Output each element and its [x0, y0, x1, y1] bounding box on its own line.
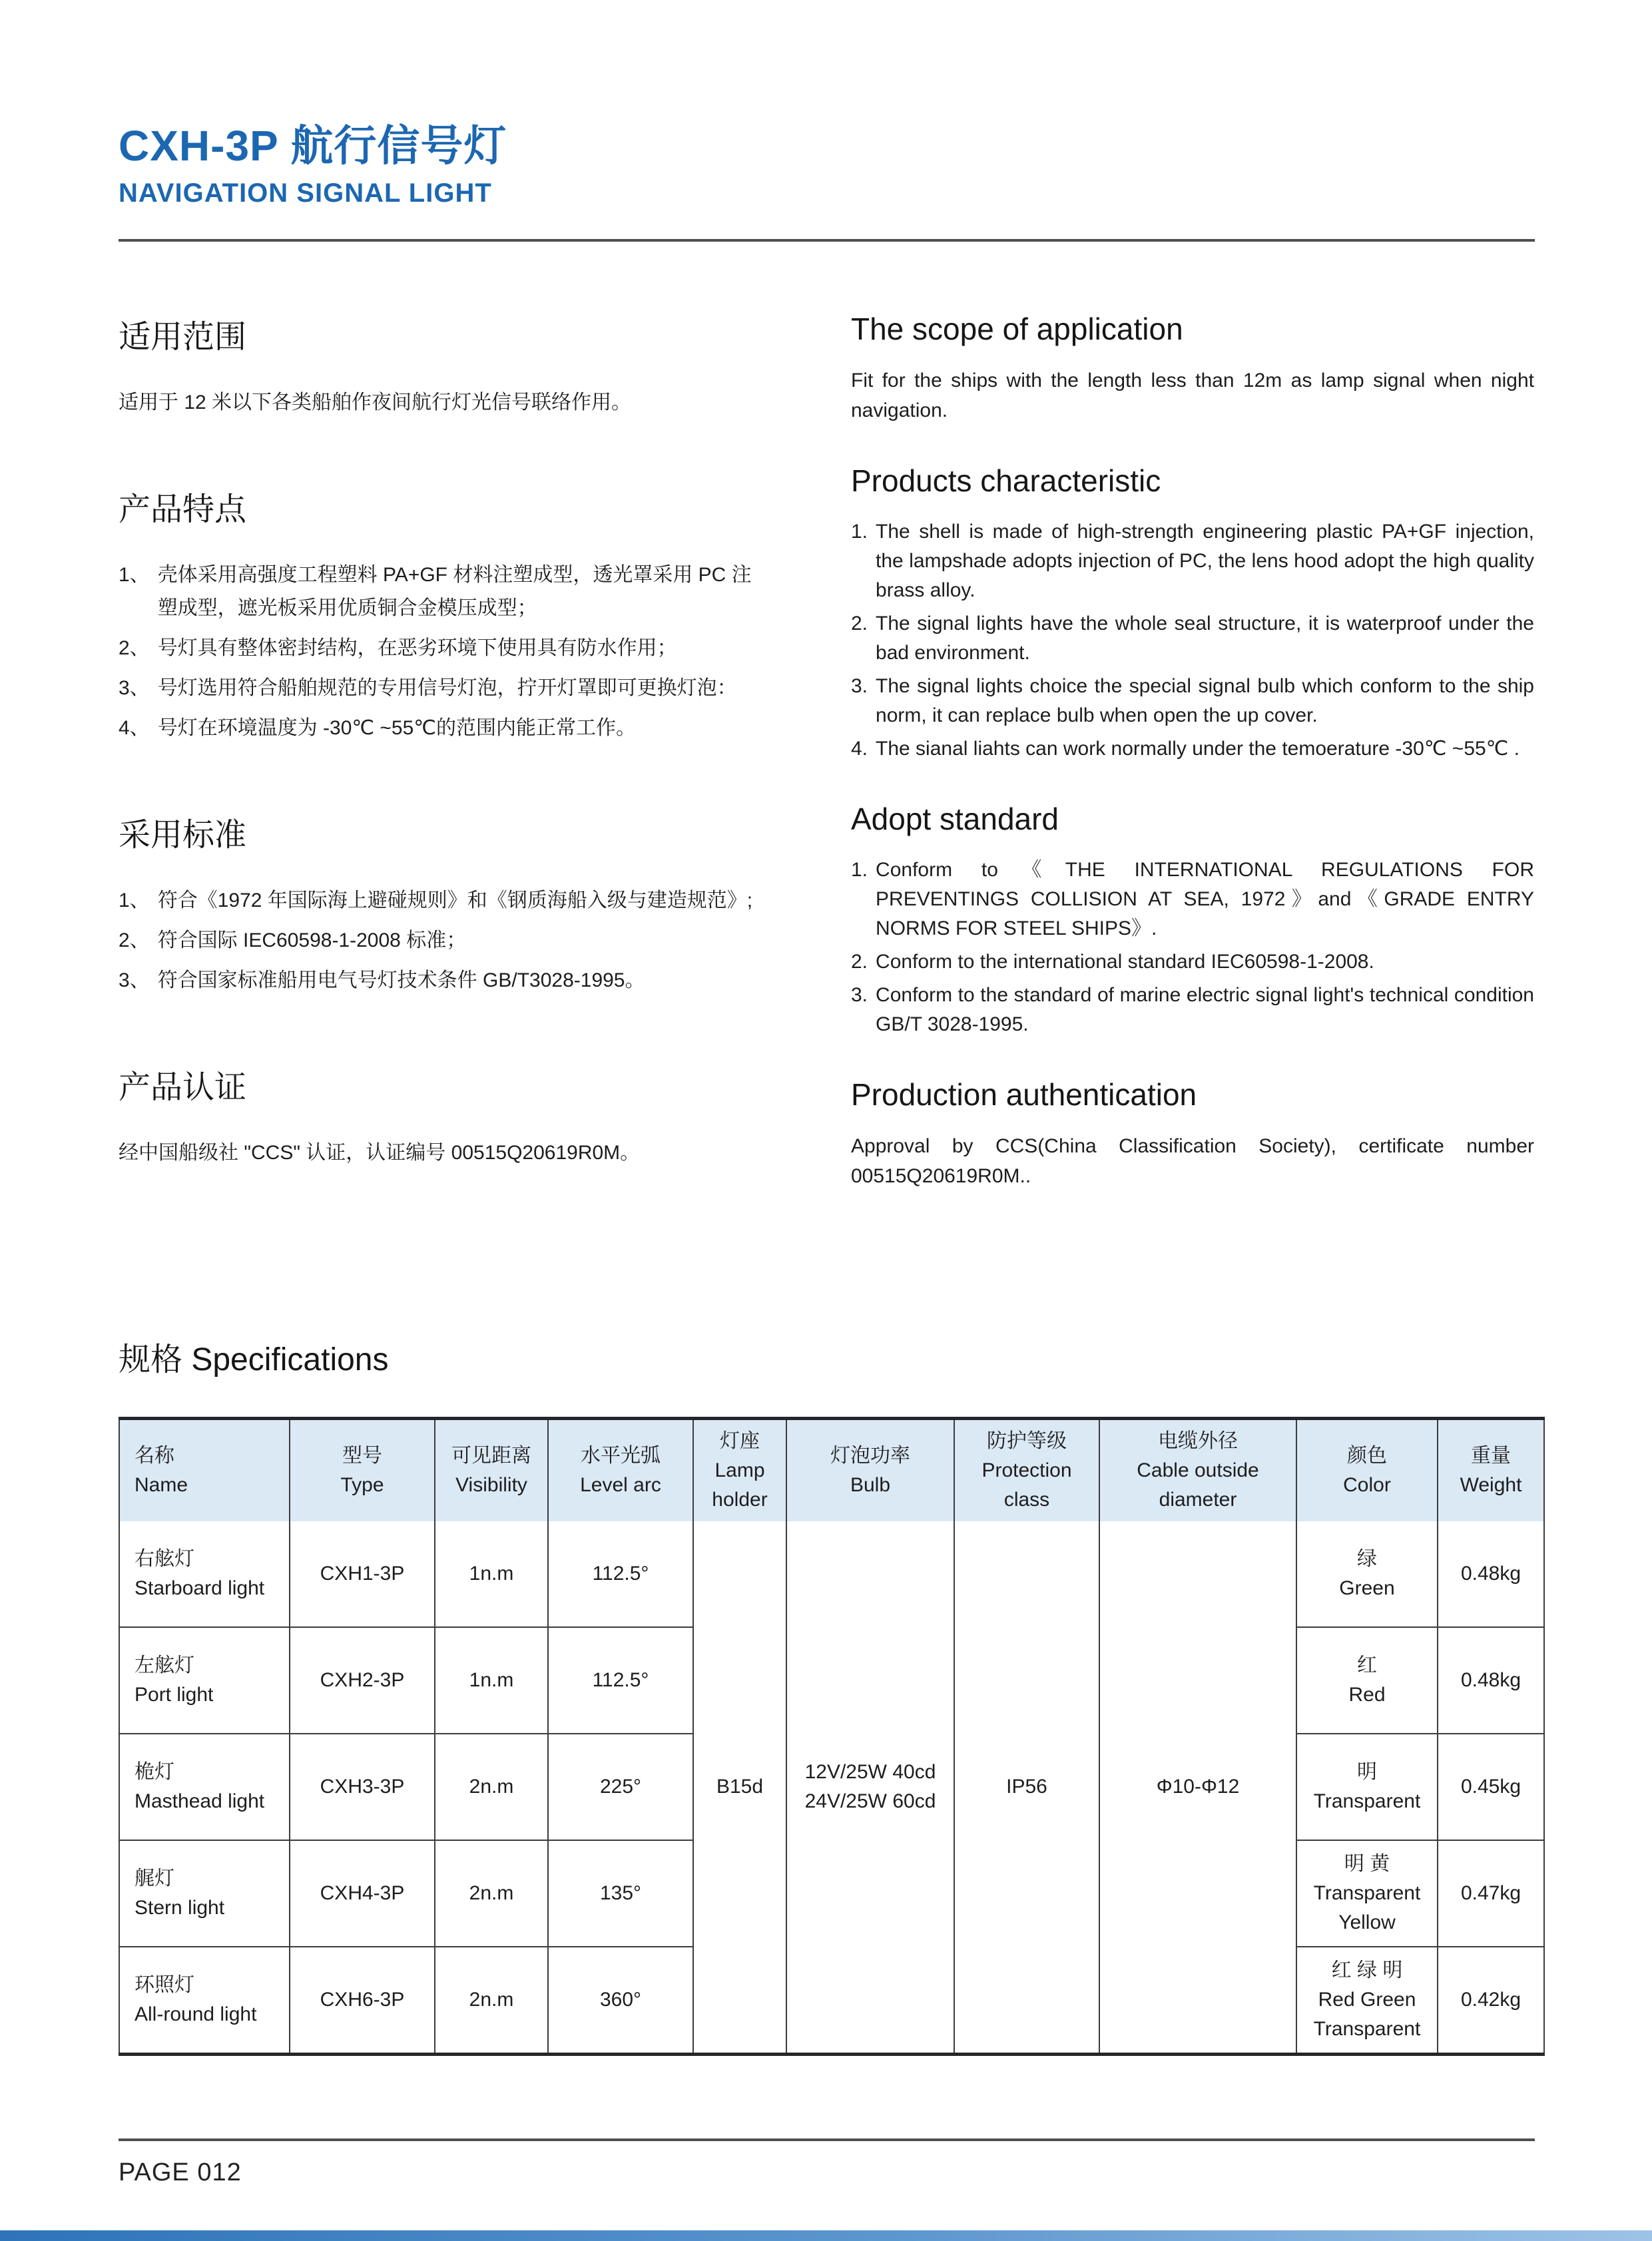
two-column-layout	[119, 311, 1535, 1234]
specifications-section	[119, 1334, 1535, 2056]
list-item	[851, 734, 1534, 764]
cell-visibility: 1n.m	[435, 1627, 548, 1734]
name-zh: 右舷灯	[135, 1548, 194, 1570]
item-number: 2、	[119, 929, 150, 951]
list-item	[851, 947, 1534, 977]
bottom-accent-bar	[0, 2230, 1652, 2241]
list-item	[851, 609, 1534, 668]
cell-protection-merged: IP56	[954, 1521, 1099, 2055]
color-line-2: Green	[1339, 1577, 1395, 1599]
cell-weight: 0.42kg	[1438, 1947, 1544, 2055]
header-en: Protection class	[981, 1459, 1072, 1511]
cell-color	[1296, 1947, 1438, 2055]
section-body: 经中国船级社 "CCS" 认证，认证编号 00515Q20619R0M。	[119, 1142, 641, 1164]
color-line-2: Red Green	[1318, 1989, 1416, 2011]
cell-weight: 0.47kg	[1438, 1840, 1544, 1947]
item-text: 号灯在环境温度为 -30℃ ~55℃的范围内能正常工作。	[157, 717, 636, 739]
section-heading: Products characteristic	[851, 463, 1161, 498]
section-heading: Production authentication	[851, 1077, 1197, 1112]
cell-visibility: 2n.m	[435, 1734, 548, 1840]
cell-weight: 0.48kg	[1438, 1521, 1544, 1627]
item-number: 4、	[119, 717, 150, 739]
cell-bulb-merged	[786, 1521, 954, 2055]
item-number: 3.	[851, 675, 868, 697]
name-zh: 环照灯	[135, 1974, 194, 1996]
item-text: 符合国家标准船用电气号灯技术条件 GB/T3028-1995。	[157, 969, 645, 991]
page-number: PAGE 012	[119, 2158, 242, 2186]
standards-list	[119, 884, 768, 997]
cell-name	[119, 1627, 290, 1734]
cell-type: CXH6-3P	[290, 1947, 435, 2055]
header-en: Lamp holder	[712, 1459, 768, 1511]
col-header-type	[290, 1419, 435, 1522]
item-text: 号灯选用符合船舶规范的专用信号灯泡，拧开灯罩即可更换灯泡：	[157, 677, 737, 699]
cell-visibility: 1n.m	[435, 1521, 548, 1627]
page-title: CXH-3P 航行信号灯	[119, 122, 507, 170]
color-line-1: 明 黄	[1344, 1853, 1390, 1875]
section-heading: The scope of application	[851, 312, 1183, 346]
section-features-en	[851, 463, 1534, 764]
name-en: Stern light	[135, 1897, 225, 1919]
col-header-color	[1296, 1419, 1438, 1522]
section-heading: 采用标准	[119, 818, 247, 853]
cell-color	[1296, 1840, 1438, 1947]
specifications-table	[119, 1417, 1545, 2056]
header-en: Level arc	[580, 1474, 661, 1496]
header-en: Cable outside diameter	[1137, 1459, 1259, 1511]
specifications-heading: 规格 Specifications	[119, 1342, 389, 1377]
color-line-2: Transparent	[1313, 1882, 1421, 1904]
cell-weight: 0.45kg	[1438, 1734, 1544, 1840]
item-text: The signal lights choice the special signal bulb which conform to the ship norm, it can replace bulb when open the up cover.	[876, 675, 1534, 726]
bulb-line-2: 24V/25W 60cd	[804, 1790, 936, 1812]
name-zh: 艉灯	[135, 1868, 174, 1889]
cell-color	[1296, 1627, 1438, 1734]
item-number: 2.	[851, 951, 868, 973]
item-number: 1、	[119, 564, 150, 586]
item-number: 1.	[851, 521, 868, 543]
color-line-3: Transparent	[1313, 2018, 1421, 2040]
section-standards-zh	[119, 809, 768, 997]
item-text: 号灯具有整体密封结构，在恶劣环境下使用具有防水作用；	[157, 637, 677, 659]
cell-level-arc: 225°	[548, 1734, 693, 1840]
section-certification-zh	[119, 1061, 768, 1170]
header-zh: 名称	[135, 1445, 174, 1467]
header-zh: 型号	[342, 1445, 382, 1467]
item-text: Conform to the standard of marine electric signal light's technical condition GB/T 3028-1995.	[876, 984, 1534, 1035]
name-en: Port light	[135, 1684, 214, 1706]
section-scope-en	[851, 311, 1534, 425]
color-line-1: 明	[1357, 1761, 1377, 1783]
item-text: The shell is made of high-strength engineering plastic PA+GF injection, the lampshade adopts injection of PC, the lens hood adopt the high quality brass alloy.	[876, 521, 1534, 601]
page-footer	[119, 2138, 1535, 2187]
list-item	[119, 632, 768, 665]
item-number: 3、	[119, 677, 150, 699]
item-text: Conform to the international standard IEC60598-1-2008.	[876, 951, 1374, 973]
color-line-2: Transparent	[1313, 1790, 1421, 1812]
cell-level-arc: 135°	[548, 1840, 693, 1947]
section-authentication-en	[851, 1077, 1534, 1191]
item-number: 4.	[851, 738, 868, 760]
name-en: Masthead light	[135, 1790, 265, 1812]
page-subtitle: NAVIGATION SIGNAL LIGHT	[119, 178, 492, 208]
feature-list	[851, 517, 1534, 764]
cell-type: CXH1-3P	[290, 1521, 435, 1627]
col-header-lamp-holder	[693, 1419, 786, 1522]
list-item	[851, 517, 1534, 605]
list-item	[851, 672, 1534, 730]
col-header-protection-class	[954, 1419, 1099, 1522]
item-text: The signal lights have the whole seal structure, it is waterproof under the bad environment.	[876, 613, 1534, 664]
item-number: 1.	[851, 859, 868, 881]
header-en: Visibility	[455, 1474, 527, 1496]
cell-visibility: 2n.m	[435, 1947, 548, 2055]
table-row-starboard	[119, 1521, 1544, 1627]
column-english	[851, 311, 1534, 1234]
cell-level-arc: 112.5°	[548, 1521, 693, 1627]
item-number: 2、	[119, 637, 150, 659]
item-number: 3、	[119, 969, 150, 991]
header-zh: 灯座	[720, 1430, 760, 1452]
section-heading: 适用范围	[119, 320, 247, 355]
cell-level-arc: 360°	[548, 1947, 693, 2055]
header-zh: 水平光弧	[581, 1445, 661, 1467]
col-header-name	[119, 1419, 290, 1522]
header-zh: 可见距离	[451, 1445, 531, 1467]
item-number: 3.	[851, 984, 868, 1006]
item-text: 符合国际 IEC60598-1-2008 标准；	[157, 929, 467, 951]
item-text: The sianal liahts can work normally under the temoerature -30℃ ~55℃ .	[876, 738, 1520, 760]
name-en: All-round light	[135, 2003, 257, 2025]
color-line-1: 红 绿 明	[1331, 1959, 1403, 1981]
item-text: Conform to《THE INTERNATIONAL REGULATIONS FOR PREVENTINGS COLLISION AT SEA, 1972》and《GRADE ENTRY NORMS FOR STEEL SHIPS》.	[876, 859, 1534, 939]
header-zh: 重量	[1471, 1445, 1511, 1467]
name-en: Starboard light	[135, 1577, 265, 1599]
list-item	[119, 884, 768, 917]
cell-color	[1296, 1734, 1438, 1840]
standards-list	[851, 856, 1534, 1039]
list-item	[119, 964, 768, 997]
color-line-1: 红	[1357, 1654, 1377, 1676]
header-zh: 电缆外径	[1158, 1430, 1238, 1452]
section-heading: Adopt standard	[851, 802, 1059, 836]
cell-type: CXH3-3P	[290, 1734, 435, 1840]
name-zh: 左舷灯	[135, 1654, 194, 1676]
section-heading: 产品认证	[119, 1070, 247, 1105]
table-header-row	[119, 1419, 1544, 1522]
feature-list	[119, 559, 768, 745]
cell-color	[1296, 1521, 1438, 1627]
cell-type: CXH4-3P	[290, 1840, 435, 1947]
section-body: Fit for the ships with the length less than 12m as lamp signal when night navigation.	[851, 370, 1534, 421]
list-item	[119, 672, 768, 705]
col-header-visibility	[435, 1419, 548, 1522]
item-text: 壳体采用高强度工程塑料 PA+GF 材料注塑成型，透光罩采用 PC 注塑成型，遮光板采用优质铜合金模压成型；	[157, 564, 752, 619]
cell-name	[119, 1947, 290, 2055]
section-body: 适用于 12 米以下各类船舶作夜间航行灯光信号联络作用。	[119, 391, 632, 413]
color-line-2: Red	[1348, 1684, 1386, 1706]
header-divider	[119, 239, 1535, 242]
cell-type: CXH2-3P	[290, 1627, 435, 1734]
item-number: 1、	[119, 889, 150, 911]
list-item	[119, 559, 768, 625]
cell-level-arc: 112.5°	[548, 1627, 693, 1734]
header-en: Bulb	[850, 1474, 891, 1496]
cell-name	[119, 1521, 290, 1627]
header-zh: 颜色	[1347, 1445, 1387, 1467]
cell-name	[119, 1840, 290, 1947]
list-item	[851, 856, 1534, 943]
col-header-weight	[1438, 1419, 1544, 1522]
list-item	[119, 924, 768, 957]
section-body: Approval by CCS(China Classification Society), certificate number 00515Q20619R0M..	[851, 1135, 1534, 1187]
header-en: Color	[1343, 1474, 1391, 1496]
cell-name	[119, 1734, 290, 1840]
cell-cable-merged: Φ10-Φ12	[1099, 1521, 1296, 2055]
section-heading: 产品特点	[119, 492, 247, 527]
header-zh: 灯泡功率	[830, 1445, 910, 1467]
column-chinese	[119, 311, 768, 1234]
document-header	[119, 112, 1535, 242]
list-item	[119, 712, 768, 745]
col-header-bulb	[786, 1419, 954, 1522]
header-zh: 防护等级	[987, 1430, 1067, 1452]
cell-visibility: 2n.m	[435, 1840, 548, 1947]
section-standards-en	[851, 801, 1534, 1039]
cell-weight: 0.48kg	[1438, 1627, 1544, 1734]
col-header-level-arc	[548, 1419, 693, 1522]
header-en: Name	[135, 1474, 188, 1496]
header-en: Weight	[1460, 1474, 1522, 1496]
item-text: 符合《1972 年国际海上避碰规则》和《钢质海船入级与建造规范》;	[157, 889, 753, 911]
bulb-line-1: 12V/25W 40cd	[804, 1761, 936, 1783]
cell-lamp-holder-merged: B15d	[693, 1521, 786, 2055]
col-header-cable-diameter	[1099, 1419, 1296, 1522]
section-scope-zh	[119, 311, 768, 419]
item-number: 2.	[851, 613, 868, 634]
header-en: Type	[340, 1474, 384, 1496]
color-line-1: 绿	[1357, 1548, 1377, 1570]
list-item	[851, 981, 1534, 1039]
section-features-zh	[119, 483, 768, 745]
color-line-3: Yellow	[1338, 1911, 1396, 1933]
name-zh: 桅灯	[135, 1761, 174, 1783]
